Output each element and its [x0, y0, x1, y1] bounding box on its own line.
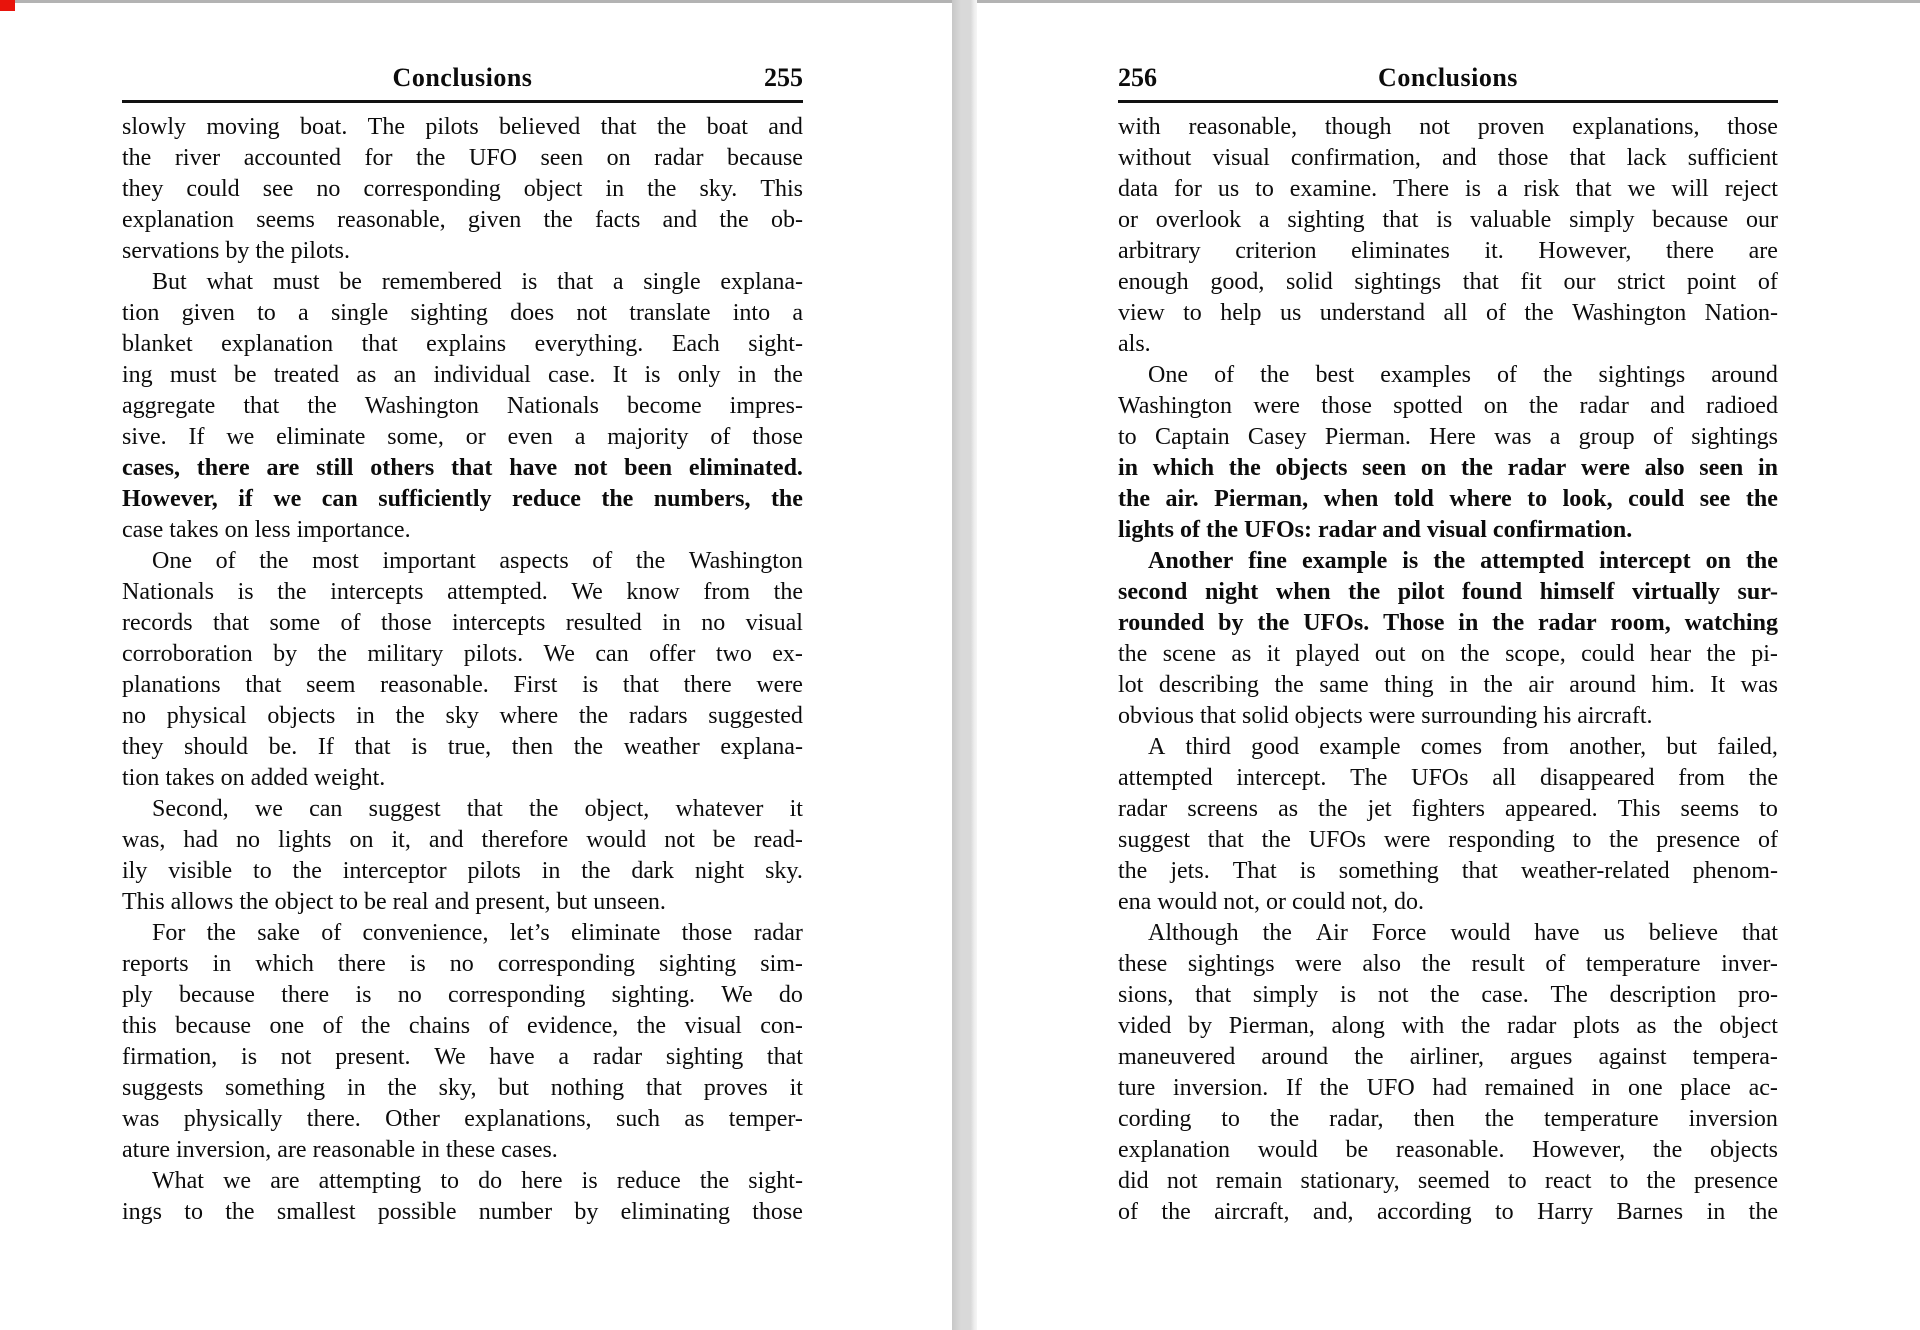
text-line: no physical objects in the sky where the radars suggested	[122, 703, 803, 729]
page-number-left: 255	[764, 63, 803, 92]
text-line: Nationals is the intercepts attempted. We know from the	[122, 579, 803, 605]
text-line: this because one of the chains of evidence, the visual con-	[122, 1013, 803, 1039]
text-line: One of the best examples of the sightings around	[1148, 362, 1778, 388]
text-line: they should be. If that is true, then the weather explana-	[122, 734, 803, 760]
text-line: vided by Pierman, along with the radar plots as the object	[1118, 1013, 1778, 1039]
text-line: aggregate that the Washington Nationals become impres-	[122, 393, 803, 419]
text-line: ply because there is no corresponding sighting. We do	[122, 982, 803, 1008]
text-line: corroboration by the military pilots. We can offer two ex-	[122, 641, 803, 667]
header-rule-left	[122, 100, 803, 103]
text-line: For the sake of convenience, let’s eliminate those radar	[152, 920, 803, 946]
text-line: This allows the object to be real and present, but unseen.	[122, 889, 666, 915]
page-left-text	[122, 112, 803, 1228]
text-line: arbitrary criterion eliminates it. However, there are	[1118, 238, 1778, 264]
text-line: Second, we can suggest that the object, whatever it	[152, 796, 803, 822]
text-line: What we are attempting to do here is reduce the sight-	[152, 1168, 803, 1194]
text-line: enough good, solid sightings that fit our strict point of	[1118, 269, 1778, 295]
text-line: firmation, is not present. We have a radar sighting that	[122, 1044, 803, 1070]
text-line: sions, that simply is not the case. The description pro-	[1118, 982, 1778, 1008]
running-head-left: Conclusions	[392, 63, 533, 92]
text-line: in which the objects seen on the radar were also seen in	[1118, 455, 1778, 481]
page-right	[1118, 0, 1778, 1330]
text-line: suggest that the UFOs were responding to the presence of	[1118, 827, 1778, 853]
text-line: ena would not, or could not, do.	[1118, 889, 1424, 915]
text-line: or overlook a sighting that is valuable simply because our	[1118, 207, 1778, 233]
text-line: of the aircraft, and, according to Harry Barnes in the	[1118, 1199, 1778, 1225]
header-rule-right	[1118, 100, 1778, 103]
text-line: maneuvered around the airliner, argues against tempera-	[1118, 1044, 1778, 1070]
text-line: explanation would be reasonable. However, the objects	[1118, 1137, 1778, 1163]
text-line: ings to the smallest possible number by eliminating those	[122, 1199, 803, 1225]
text-line: However, if we can sufficiently reduce the numbers, the	[122, 486, 803, 512]
text-line: servations by the pilots.	[122, 238, 350, 264]
text-line: ature inversion, are reasonable in these cases.	[122, 1137, 558, 1163]
text-line: als.	[1118, 331, 1151, 357]
text-line: lights of the UFOs: radar and visual confirmation.	[1118, 517, 1633, 543]
text-line: they could see no corresponding object in the sky. This	[122, 176, 803, 202]
text-line: slowly moving boat. The pilots believed that the boat and	[122, 114, 803, 140]
text-line: Another fine example is the attempted intercept on the	[1148, 548, 1778, 574]
text-line: the scene as it played out on the scope, could hear the pi-	[1118, 641, 1778, 667]
corner-marker-icon	[0, 0, 15, 11]
text-line: suggests something in the sky, but nothing that proves it	[122, 1075, 803, 1101]
text-line: these sightings were also the result of temperature inver-	[1118, 951, 1778, 977]
text-line: rounded by the UFOs. Those in the radar room, watching	[1118, 610, 1778, 636]
text-line: But what must be remembered is that a single explana-	[152, 269, 803, 295]
text-line: view to help us understand all of the Washington Nation-	[1118, 300, 1778, 326]
text-line: the air. Pierman, when told where to look, could see the	[1118, 486, 1778, 512]
text-line: tion takes on added weight.	[122, 765, 386, 791]
text-line: was physically there. Other explanations, such as temper-	[122, 1106, 803, 1132]
text-line: Although the Air Force would have us believe that	[1148, 920, 1778, 946]
page-left-header	[122, 60, 803, 96]
text-line: tion given to a single sighting does not translate into a	[122, 300, 803, 326]
text-line: blanket explanation that explains everything. Each sight-	[122, 331, 803, 357]
text-line: reports in which there is no corresponding sighting sim-	[122, 951, 803, 977]
text-line: lot describing the same thing in the air around him. It was	[1118, 672, 1778, 698]
text-line: without visual confirmation, and those that lack sufficient	[1118, 145, 1778, 171]
text-line: explanation seems reasonable, given the facts and the ob-	[122, 207, 803, 233]
text-line: was, had no lights on it, and therefore would not be read-	[122, 827, 803, 853]
text-line: the river accounted for the UFO seen on radar because	[122, 145, 803, 171]
running-head-right: Conclusions	[1378, 63, 1518, 92]
text-line: to Captain Casey Pierman. Here was a group of sightings	[1118, 424, 1778, 450]
text-line: ing must be treated as an individual case. It is only in the	[122, 362, 803, 388]
text-line: case takes on less importance.	[122, 517, 411, 543]
text-line: planations that seem reasonable. First is that there were	[122, 672, 803, 698]
page-right-text	[1118, 112, 1778, 1228]
text-line: with reasonable, though not proven explanations, those	[1118, 114, 1778, 140]
text-line: A third good example comes from another, but failed,	[1148, 734, 1778, 760]
page-number-right: 256	[1118, 63, 1157, 92]
text-line: attempted intercept. The UFOs all disappeared from the	[1118, 765, 1778, 791]
text-line: cases, there are still others that have not been eliminated.	[122, 455, 803, 481]
page-right-header	[1118, 60, 1778, 96]
text-line: data for us to examine. There is a risk that we will reject	[1118, 176, 1778, 202]
page-left	[122, 0, 803, 1330]
text-line: cording to the radar, then the temperature inversion	[1118, 1106, 1778, 1132]
text-line: did not remain stationary, seemed to react to the presence	[1118, 1168, 1778, 1194]
text-line: the jets. That is something that weather-related phenom-	[1118, 858, 1778, 884]
text-line: second night when the pilot found himself virtually sur-	[1118, 579, 1778, 605]
text-line: radar screens as the jet fighters appeared. This seems to	[1118, 796, 1778, 822]
text-line: Washington were those spotted on the radar and radioed	[1118, 393, 1778, 419]
page-gutter	[952, 0, 977, 1330]
text-line: obvious that solid objects were surrounding his aircraft.	[1118, 703, 1653, 729]
text-line: sive. If we eliminate some, or even a majority of those	[122, 424, 803, 450]
text-line: records that some of those intercepts resulted in no visual	[122, 610, 803, 636]
text-line: ture inversion. If the UFO had remained in one place ac-	[1118, 1075, 1778, 1101]
text-line: One of the most important aspects of the Washington	[152, 548, 803, 574]
text-line: ily visible to the interceptor pilots in the dark night sky.	[122, 858, 803, 884]
